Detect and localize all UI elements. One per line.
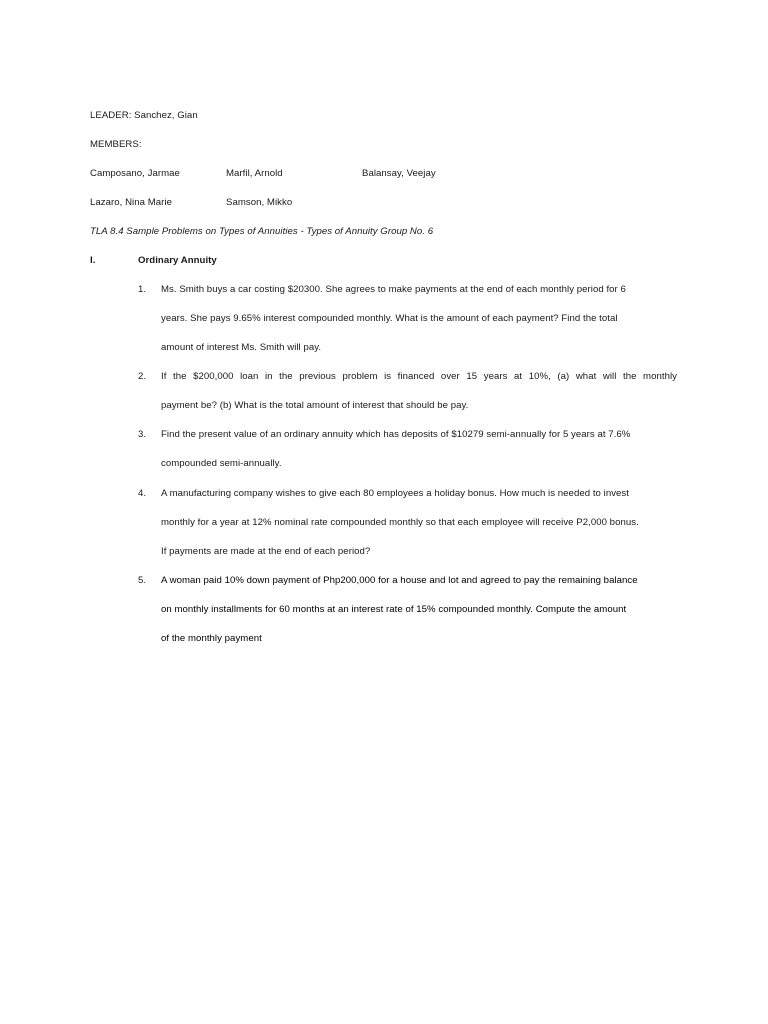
member-balansay: Balansay, Veejay	[362, 168, 436, 179]
problem-2-line-2: payment be? (b) What is the total amount of interest that should be pay.	[161, 400, 469, 411]
member-samson: Samson, Mikko	[226, 197, 293, 208]
problem-1-line-1: Ms. Smith buys a car costing $20300. She agrees to make payments at the end of each monthly period for 6	[161, 284, 626, 295]
problem-5-line-2: on monthly installments for 60 months at an interest rate of 15% compounded monthly. Compute the amount	[161, 604, 627, 615]
problem-3-line-2: compounded semi-annually.	[161, 458, 282, 469]
problem-number: 3.	[138, 429, 147, 440]
problem-number: 4.	[138, 488, 147, 499]
problem-number: 2.	[138, 371, 147, 382]
members-label: MEMBERS:	[90, 139, 142, 150]
problem-1-line-3: amount of interest Ms. Smith will pay.	[161, 342, 322, 353]
problem-number: 5.	[138, 575, 147, 586]
problem-3-line-1: Find the present value of an ordinary annuity which has deposits of $10279 semi-annually for 5 years at 7.6%	[161, 429, 631, 440]
member-marfil: Marfil, Arnold	[226, 168, 283, 179]
problem-1-line-2: years. She pays 9.65% interest compounded monthly. What is the amount of each payment? Find the total	[161, 313, 618, 324]
section-numeral: I.	[90, 255, 96, 266]
member-lazaro: Lazaro, Nina Marie	[90, 197, 172, 208]
problem-2-line-1: If the $200,000 loan in the previous problem is financed over 15 years at 10%, (a) what will the monthly	[161, 371, 677, 382]
document-title: TLA 8.4 Sample Problems on Types of Annuities - Types of Annuity Group No. 6	[90, 226, 434, 237]
problem-5-line-3: of the monthly payment	[161, 633, 262, 644]
problem-4-line-3: If payments are made at the end of each period?	[161, 546, 371, 557]
problem-number: 1.	[138, 284, 147, 295]
problem-4-line-2: monthly for a year at 12% nominal rate compounded monthly so that each employee will receive P2,000 bonus.	[161, 517, 639, 528]
member-camposano: Camposano, Jarmae	[90, 168, 180, 179]
problem-5-line-1: A woman paid 10% down payment of Php200,000 for a house and lot and agreed to pay the remaining balance	[161, 575, 638, 586]
problem-4-line-1: A manufacturing company wishes to give each 80 employees a holiday bonus. How much is needed to invest	[161, 488, 629, 499]
leader-line: LEADER: Sanchez, Gian	[90, 110, 198, 121]
section-heading: Ordinary Annuity	[138, 255, 217, 266]
